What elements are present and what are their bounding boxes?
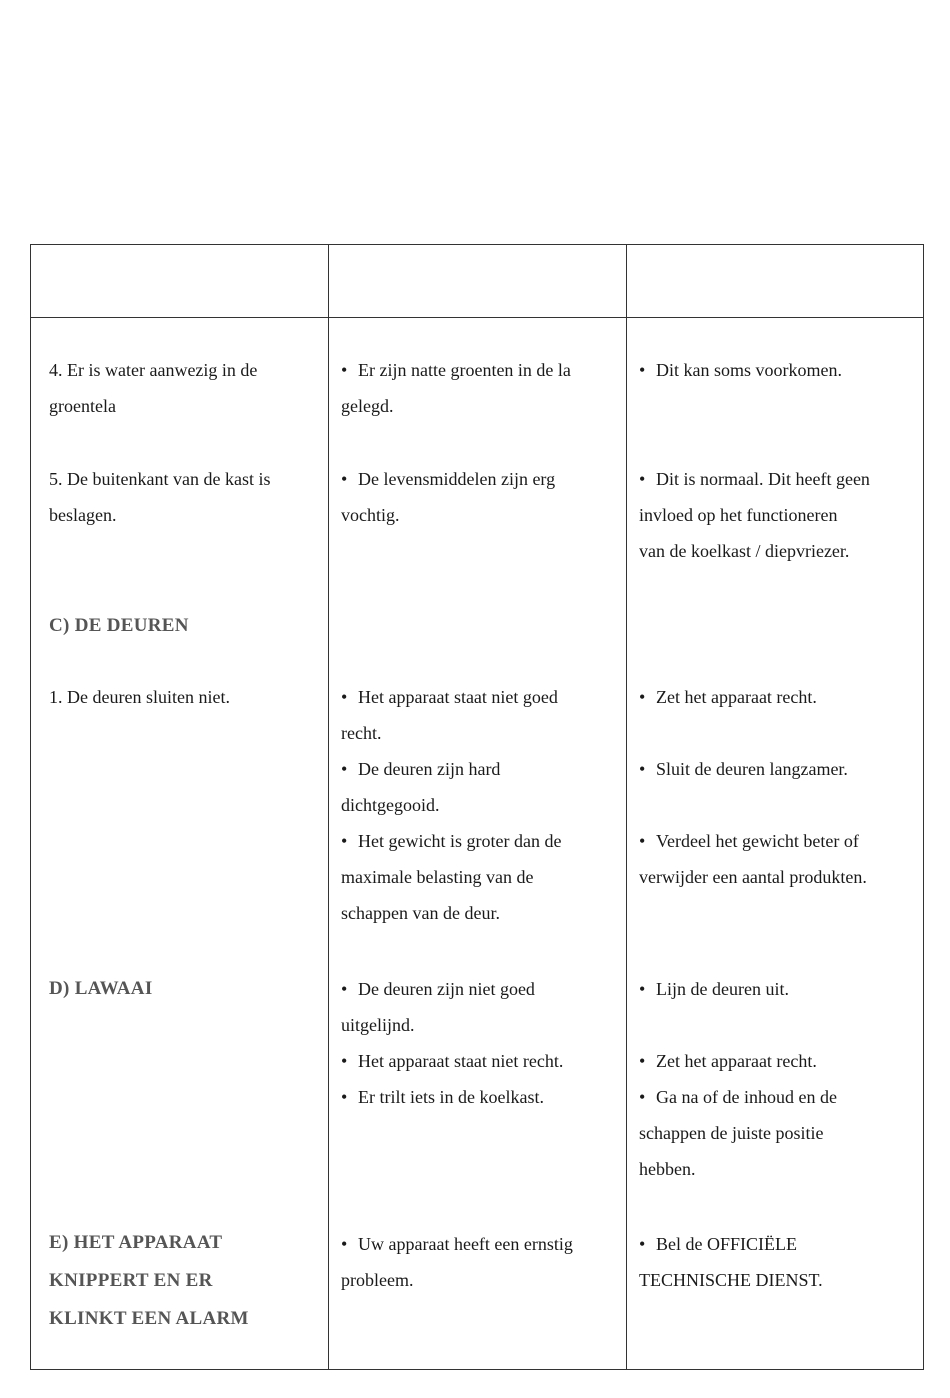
bullet-icon: • xyxy=(639,687,646,707)
header-cell-cause xyxy=(328,245,626,317)
solution-item: • Dit kan soms voorkomen. xyxy=(639,352,842,388)
problem-text: 5. De buitenkant van de kast is beslagen. xyxy=(49,469,271,525)
solution-item: • Ga na of de inhoud en de schappen de juiste positie hebben. xyxy=(639,1079,837,1187)
cause-item: • Er zijn natte groenten in de la gelegd. xyxy=(341,352,571,424)
bullet-icon: • xyxy=(639,831,646,851)
problem-text: 4. Er is water aanwezig in de groentela xyxy=(49,360,258,416)
solution-item: • Dit is normaal. Dit heeft geen invloed op het functioneren van de koelkast / diepvriezer. xyxy=(639,461,870,569)
bullet-icon: • xyxy=(341,469,348,489)
bullet-icon: • xyxy=(341,687,348,707)
bullet-icon: • xyxy=(639,979,646,999)
cause-item: • Er trilt iets in de koelkast. xyxy=(341,1079,544,1115)
column-divider xyxy=(328,245,329,1369)
bullet-icon: • xyxy=(341,1087,348,1107)
bullet-icon: • xyxy=(639,360,646,380)
bullet-icon: • xyxy=(341,759,348,779)
cause-item: • Het apparaat staat niet goed recht. xyxy=(341,679,558,751)
cause-item: • De levensmiddelen zijn erg vochtig. xyxy=(341,461,555,533)
section-heading: D) LAWAAI xyxy=(49,978,153,999)
bullet-icon: • xyxy=(341,831,348,851)
solution-item: • Sluit de deuren langzamer. xyxy=(639,751,848,787)
cause-item: • De deuren zijn niet goed uitgelijnd. xyxy=(341,971,535,1043)
header-cell-problem xyxy=(31,245,328,317)
cause-item: • Het apparaat staat niet recht. xyxy=(341,1043,563,1079)
solution-item: • Lijn de deuren uit. xyxy=(639,971,789,1007)
bullet-icon: • xyxy=(639,1087,646,1107)
bullet-icon: • xyxy=(341,360,348,380)
solution-item: • Bel de OFFICIËLE TECHNISCHE DIENST. xyxy=(639,1226,823,1298)
bullet-icon: • xyxy=(341,1051,348,1071)
problem-text: 1. De deuren sluiten niet. xyxy=(49,687,230,707)
cause-item: • Het gewicht is groter dan de maximale belasting van de schappen van de deur. xyxy=(341,823,561,931)
bullet-icon: • xyxy=(341,979,348,999)
bullet-icon: • xyxy=(639,1234,646,1254)
section-heading: E) HET APPARAAT KNIPPERT EN ER KLINKT EEN ALARM xyxy=(49,1232,249,1329)
troubleshooting-table xyxy=(30,244,924,1370)
header-cell-solution xyxy=(626,245,924,317)
bullet-icon: • xyxy=(639,469,646,489)
solution-item: • Verdeel het gewicht beter of verwijder een aantal produkten. xyxy=(639,823,867,895)
section-heading: C) DE DEUREN xyxy=(49,615,189,636)
bullet-icon: • xyxy=(341,1234,348,1254)
column-divider xyxy=(626,245,627,1369)
table-header-row xyxy=(31,245,923,318)
bullet-icon: • xyxy=(639,759,646,779)
solution-item: • Zet het apparaat recht. xyxy=(639,1043,817,1079)
cause-item: • Uw apparaat heeft een ernstig probleem. xyxy=(341,1226,573,1298)
cause-item: • De deuren zijn hard dichtgegooid. xyxy=(341,751,500,823)
bullet-icon: • xyxy=(639,1051,646,1071)
solution-item: • Zet het apparaat recht. xyxy=(639,679,817,715)
